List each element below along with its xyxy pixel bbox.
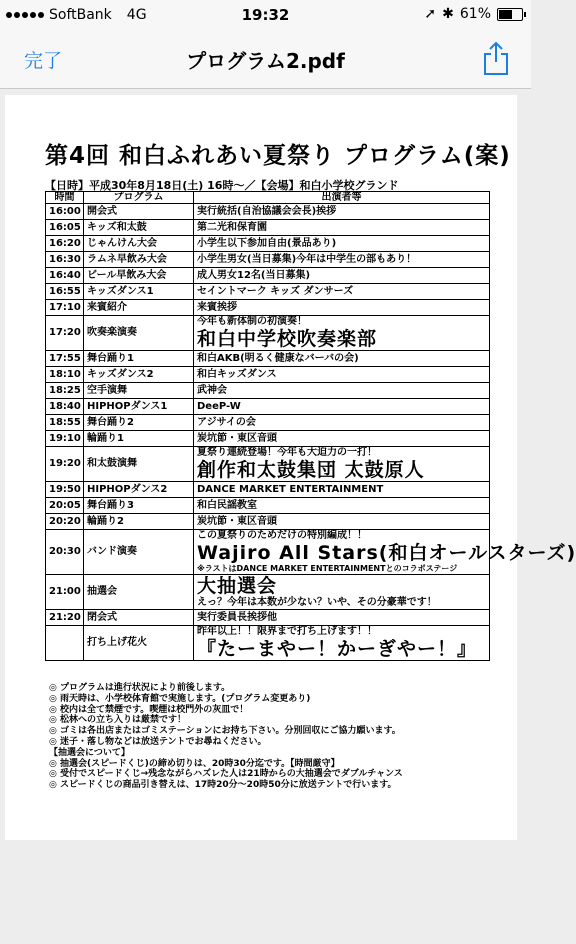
row-performer [194,399,490,415]
performer-text: 炭坑節・東区音頭 [197,432,277,444]
row-time: 19:50 [46,482,84,498]
row-program: ビール早飲み大会 [84,268,194,284]
bottom-area [0,850,531,944]
table-row [46,431,490,447]
row-performer [194,626,490,661]
performer-highlight: Wajiro All Stars(和白オールスターズ) [197,542,576,564]
row-performer [194,530,576,575]
table-row [46,367,490,383]
network-type: 4G [126,7,147,23]
table-row [46,626,490,661]
table-row [46,530,490,575]
row-program: バンド演奏 [84,530,194,575]
table-row [46,514,490,530]
performer-text: 実行統括(自治協議会会長)挨拶 [197,205,337,217]
table-row [46,236,490,252]
table-row [46,351,490,367]
row-time: 20:05 [46,498,84,514]
row-time: 21:20 [46,610,84,626]
performer-text: アジサイの会 [197,416,256,428]
performer-text: えっ？今年は本数が少ない？いや、その分豪華です！ [197,597,437,608]
header-time: 時間 [46,192,84,204]
performer-text: この夏祭りのためだけの特別編成！！ [197,530,367,541]
row-performer [194,415,490,431]
performer-text: 小学生以下参加自由(景品あり) [197,237,337,249]
row-performer [194,316,490,351]
performer-text: 夏祭り連続登場！今年も大迫力の一打！ [197,447,377,458]
row-performer [194,300,490,316]
location-icon: ➚ [424,6,437,22]
note-item: ◎ 校内は全て禁煙です。喫煙は校門外の灰皿で！ [49,704,249,715]
row-time: 16:20 [46,236,84,252]
performer-text: DANCE MARKET ENTERTAINMENT [197,483,384,495]
row-program: 開会式 [84,204,194,220]
table-row [46,383,490,399]
performer-text: セイントマーク キッズ ダンサーズ [197,285,354,297]
done-button[interactable]: 完了 [24,50,63,72]
navigation-bar [0,32,531,89]
row-performer [194,236,490,252]
program-table [45,191,576,661]
performer-text: 和白民謡教室 [197,499,257,511]
row-program: 輪踊り2 [84,514,194,530]
row-time: 20:20 [46,514,84,530]
note-item: 【抽選会について】 [49,747,130,758]
performer-text: 実行委員長挨拶他 [197,611,277,623]
performer-text: 第二光和保育園 [197,221,267,233]
note-item: ◎ 受付でスピードくじ→残念ながらハズレた人は21時からの大抽選会でダブルチャンス [49,769,403,780]
row-performer [194,284,490,300]
row-time: 18:55 [46,415,84,431]
table-row [46,316,490,351]
performer-text: 武神会 [197,384,227,396]
status-bar [0,0,531,32]
note-item: ◎ ゴミは各出店またはゴミステーションにお持ち下さい。分別回収にご協力願います。 [49,726,401,737]
note-item: ◎ 松林への立ち入りは厳禁です！ [49,715,186,726]
clock: 19:32 [241,6,290,24]
row-program: 抽選会 [84,575,194,610]
carrier-name: SoftBank [49,7,112,23]
performer-text: 小学生男女(当日募集)今年は中学生の部もあり！ [197,253,417,265]
row-program: 空手演舞 [84,383,194,399]
row-program: 来賓紹介 [84,300,194,316]
performer-text: 炭坑節・東区音頭 [197,515,277,527]
table-row [46,284,490,300]
notes-list [49,683,403,791]
row-program: 打ち上げ花火 [84,626,194,661]
row-performer [194,252,490,268]
table-row [46,399,490,415]
performer-text: DeeP-W [197,400,241,412]
row-program: 舞台踊り2 [84,415,194,431]
row-performer [194,575,490,610]
table-row [46,204,490,220]
table-row [46,610,490,626]
table-row [46,300,490,316]
row-time: 17:20 [46,316,84,351]
row-performer [194,610,490,626]
performer-text: 来賓挨拶 [197,301,237,313]
row-program: ラムネ早飲み大会 [84,252,194,268]
row-time: 20:30 [46,530,84,575]
row-time: 17:55 [46,351,84,367]
row-performer [194,383,490,399]
battery-icon [497,8,523,21]
row-time: 21:00 [46,575,84,610]
performer-highlight: 創作和太鼓集団 太鼓原人 [197,459,425,481]
row-program: キッズダンス2 [84,367,194,383]
row-performer [194,447,490,482]
table-row [46,482,490,498]
battery-percent: 61% [459,6,491,22]
row-time: 16:30 [46,252,84,268]
table-row [46,415,490,431]
note-item: ◎ 迷子・落し物などは放送テントでお尋ねください。 [49,736,267,747]
document-title: 第4回 和白ふれあい夏祭り プログラム(案) [45,143,511,169]
status-right [424,6,523,22]
table-row [46,220,490,236]
row-performer [194,351,490,367]
row-program: 輪踊り1 [84,431,194,447]
row-time: 16:55 [46,284,84,300]
row-time: 17:10 [46,300,84,316]
row-program: 吹奏楽演奏 [84,316,194,351]
performer-text: 和白キッズダンス [197,368,277,380]
row-program: キッズダンス1 [84,284,194,300]
share-icon[interactable] [481,40,511,76]
header-program: プログラム [84,192,194,204]
performer-highlight: 大抽選会 [197,575,278,597]
row-time: 19:20 [46,447,84,482]
row-program: HIPHOPダンス1 [84,399,194,415]
row-performer [194,268,490,284]
row-performer [194,204,490,220]
performer-highlight: 和白中学校吹奏楽部 [197,328,378,350]
header-performer: 出演者等 [194,192,490,204]
row-performer [194,431,490,447]
table-row [46,447,490,482]
row-time: 18:25 [46,383,84,399]
row-time: 16:40 [46,268,84,284]
row-performer [194,498,490,514]
row-time: 18:10 [46,367,84,383]
row-program: 舞台踊り3 [84,498,194,514]
note-item: ◎ スピードくじの商品引き替えは、17時20分～20時50分に放送テントで行います。 [49,780,397,791]
row-time: 18:40 [46,399,84,415]
table-row [46,268,490,284]
row-time [46,626,84,661]
table-row [46,575,490,610]
performer-text: 今年も新体制の初演奏！ [197,316,307,327]
event-info: 【日時】平成30年8月18日(土) 16時～／【会場】和白小学校グランド [45,179,399,192]
performer-note: ※ラストはDANCE MARKET ENTERTAINMENTとのコラボステージ [197,564,458,573]
table-row [46,498,490,514]
row-program: キッズ和太鼓 [84,220,194,236]
row-time: 16:00 [46,204,84,220]
note-item: ◎ プログラムは進行状況により前後します。 [49,683,231,693]
table-header [46,192,490,204]
document-filename: プログラム2.pdf [186,49,345,73]
performer-text: 成人男女12名(当日募集) [197,269,311,281]
row-program: じゃんけん大会 [84,236,194,252]
bluetooth-icon: ✱ [442,6,454,22]
row-performer [194,220,490,236]
row-program: HIPHOPダンス2 [84,482,194,498]
pdf-page [5,95,576,840]
performer-highlight: 『たーまやー！かーぎやー！』 [197,638,478,660]
row-time: 16:05 [46,220,84,236]
row-program: 和太鼓演舞 [84,447,194,482]
row-program: 閉会式 [84,610,194,626]
row-performer [194,367,490,383]
row-program: 舞台踊り1 [84,351,194,367]
performer-text: 和白AKB(明るく健康なバーバの会) [197,352,359,364]
row-performer [194,514,490,530]
row-performer [194,482,490,498]
table-row [46,252,490,268]
performer-text: 昨年以上！！限界まで打ち上げます！！ [197,626,377,637]
note-item: ◎ 抽選会(スピードくじ)の締め切りは、20時30分迄です。【時間厳守】 [49,758,340,769]
row-time: 19:10 [46,431,84,447]
note-item: ◎ 雨天時は、小学校体育館で実施します。(プログラム変更あり) [49,693,311,704]
